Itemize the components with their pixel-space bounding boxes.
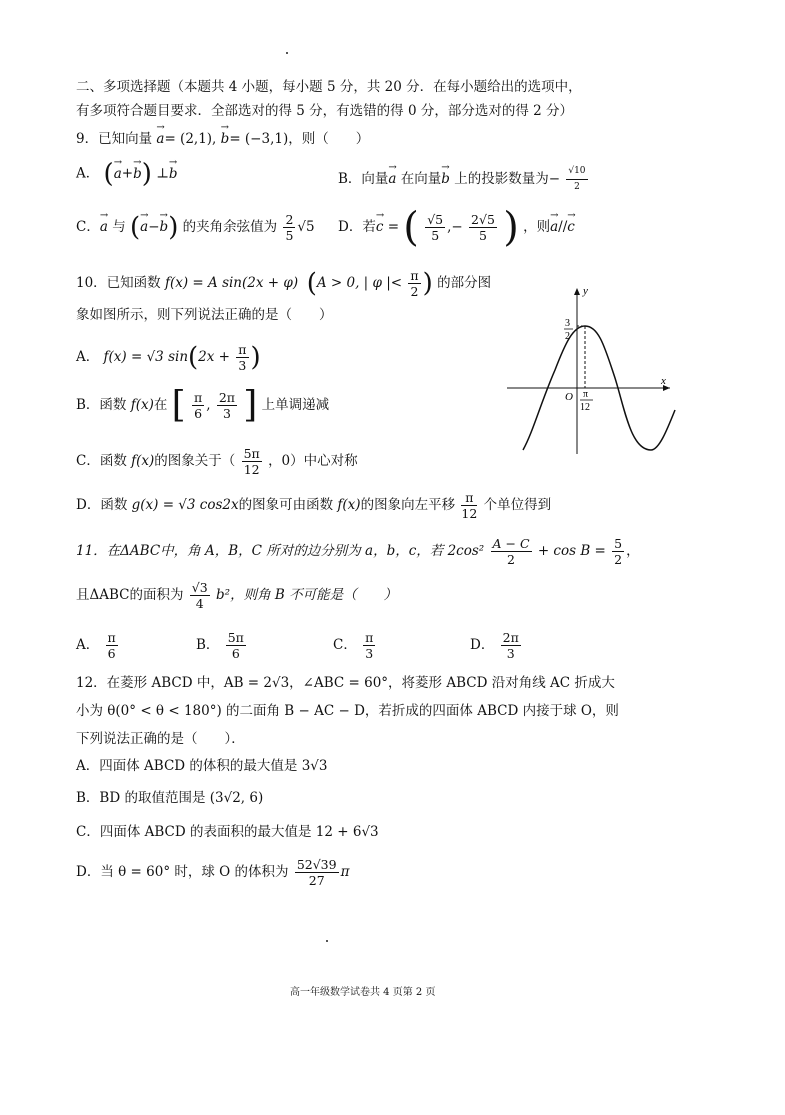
peak-value-den: 2 <box>565 331 570 342</box>
y-axis-label: y <box>583 285 588 297</box>
q12-stem-line2: 小为 θ(0° < θ < 180°) 的二面角 B − AC − D，若折成的四面体 ABCD 内接于球 O，则 <box>76 703 619 719</box>
q10-option-a: A． f(x) = √3 sin(2x + $\frac{\pi}{3}$ ) <box>76 342 261 373</box>
x-axis-label: x <box>661 375 666 387</box>
scan-dot <box>286 52 288 54</box>
q12-stem-line3: 下列说法正确的是（ ）． <box>76 731 245 747</box>
q10-option-c: C．函数 f(x)的图象关于（ $\frac{5\pi}{12}$ ，0）中心对称 <box>76 446 358 477</box>
q12-option-d: D．当 θ = 60° 时，球 O 的体积为 $\frac{52√39}{27}$ π <box>76 857 350 888</box>
q11-stem-cont: 且ΔABC的面积为 $\frac{√3}{4}$ b²，则角 B 不可能是（ ） <box>76 580 398 611</box>
q10-stem-cont: 象如图所示，则下列说法正确的是（ ） <box>76 307 333 323</box>
q12-option-b: B．BD 的取值范围是 (3√2, 6) <box>76 790 264 806</box>
q11-option-d: D． $\frac{2\pi}{3}$ <box>470 630 519 661</box>
q12-option-a: A．四面体 ABCD 的体积的最大值是 3√3 <box>76 758 328 774</box>
q11-option-a: A． $\frac{\pi}{6}$ <box>76 630 116 661</box>
q9-option-c: C．→ a 与 (→ a−→ b) 的夹角余弦值为 $\frac{2}{5}$ √5 <box>76 212 315 243</box>
section-title-cont: 有多项符合题目要求．全部选对的得 5 分，有选错的得 0 分，部分选对的得 2 分） <box>76 103 574 119</box>
page-footer: 高一年级数学试卷共 4 页第 2 页 <box>290 987 436 998</box>
q10-option-d: D．函数 g(x) = √3 cos2x的图象可由函数 f(x)的图象向左平移 $\frac{\pi}{12}$ 个单位得到 <box>76 490 552 521</box>
q11-option-b: B． $\frac{5\pi}{6}$ <box>196 630 244 661</box>
q11-stem: 11．在ΔABC中，角 A，B，C 所对的边分别为 a，b，c，若 2cos² $\frac{A - C}{2}$ + cos B = $\frac{5}{2}$ ， <box>76 536 640 567</box>
q10-sine-graph <box>505 282 680 457</box>
tick-label-num: π <box>583 389 589 400</box>
q12-stem-line1: 12．在菱形 ABCD 中，AB = 2√3，∠ABC = 60°，将菱形 ABCD 沿对角线 AC 折成大 <box>76 675 615 691</box>
peak-value-num: 3 <box>565 318 570 329</box>
q9-stem: 9．已知向量 → a= (2,1), → b= (−3,1)，则（ ） <box>76 130 369 148</box>
q10-option-b: B．函数 f(x)在 [ $\frac{\pi}{6}$ , $\frac{2\pi}{3}$ ] 上单调递减 <box>76 384 330 426</box>
q9-option-b: B．向量→ a 在向量→ b 上的投影数量为− $\frac{√10}{2}$ <box>338 164 590 195</box>
q12-option-c: C．四面体 ABCD 的表面积的最大值是 12 + 6√3 <box>76 824 379 840</box>
scan-dot <box>326 940 328 942</box>
section-title: 二、多项选择题（本题共 4 小题，每小题 5 分，共 20 分．在每小题给出的选项中， <box>76 79 582 95</box>
y-axis-arrow <box>574 288 580 295</box>
q9-option-a: A． (→ a+→ b) ⊥→ b <box>76 164 178 184</box>
origin-label: O <box>565 391 573 403</box>
q10-stem: 10．已知函数 f(x) = A sin(2x + φ) (A > 0, | φ |< $\frac{\pi}{2}$ ) 的部分图 <box>76 268 492 299</box>
q11-option-c: C． $\frac{\pi}{3}$ <box>333 630 374 661</box>
tick-label-den: 12 <box>580 402 590 413</box>
q9-option-d: D．若→ c = ( $\frac{√5}{5}$ ,− $\frac{2√5}{5}$ ) ，则→ a//→ c <box>338 212 575 243</box>
